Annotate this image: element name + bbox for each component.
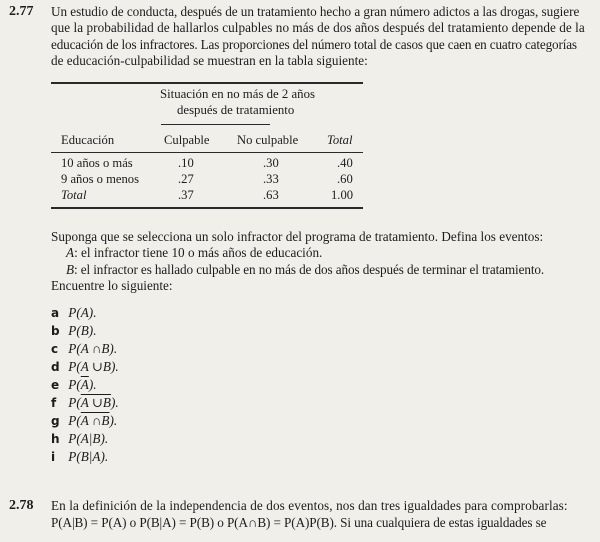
item-label: c: [51, 342, 59, 356]
item-expression-complement: A ∩B: [80, 413, 110, 428]
event-a-label: A: [66, 245, 75, 260]
event-a: [66, 245, 322, 261]
item-expression-post: ).: [110, 395, 119, 410]
table-header-rule: [51, 152, 363, 153]
event-b-text: : el infractor es hallado culpable en no más de dos años después de terminar el tratamiento.: [73, 262, 545, 277]
list-item: [51, 359, 119, 375]
list-item: [51, 377, 97, 393]
item-expression-pre: P(: [68, 413, 81, 428]
table-header-education: Educación: [61, 133, 115, 147]
item-expression: P(B).: [68, 323, 97, 338]
table-header-no-culpable: No culpable: [237, 133, 299, 147]
intro-line: de educación-culpabilidad se muestran en la tabla siguiente:: [51, 53, 368, 69]
item-expression: P(A).: [68, 305, 97, 320]
list-item: [51, 305, 97, 321]
item-label: f: [51, 396, 57, 410]
list-item: [51, 323, 97, 339]
list-item: [51, 341, 117, 357]
problem-number-2-77: 2.77: [9, 4, 34, 19]
table-cell-no-culpable: .63: [263, 188, 279, 202]
item-expression-post: ).: [88, 377, 97, 392]
list-item: [51, 449, 108, 465]
table-top-rule: [51, 82, 363, 84]
item-expression: P(A ∩B).: [68, 341, 118, 356]
item-expression-complement: $\overline{A}$: [80, 377, 89, 392]
item-expression-post: ).: [109, 413, 118, 428]
event-a-text: : el infractor tiene 10 o más años de educación.: [74, 245, 323, 260]
table-cell-culpable: .27: [178, 172, 194, 186]
list-item: [51, 395, 119, 411]
intro-line: Un estudio de conducta, después de un tratamiento hecho a gran número adictos a las drogas, sugiere: [51, 4, 580, 19]
table-cell-total: .40: [337, 156, 353, 170]
table-header-culpable: Culpable: [164, 133, 210, 147]
item-label: i: [51, 450, 56, 464]
table-cell-culpable: .10: [178, 156, 194, 170]
table-cell-no-culpable: .33: [263, 172, 279, 186]
problem-2-78-line1: En la definición de la independencia de dos eventos, nos dan tres igualdades para comprobarlas:: [51, 498, 568, 513]
event-b: [66, 262, 544, 278]
table-cell-education: Total: [61, 188, 87, 202]
item-expression: [68, 395, 118, 410]
item-label: d: [51, 360, 60, 374]
find-text: Encuentre lo siguiente:: [51, 278, 173, 293]
table-cell-no-culpable: .30: [263, 156, 279, 170]
table-header-total: Total: [327, 133, 353, 147]
item-label: a: [51, 306, 60, 320]
item-expression: P(B|A).: [68, 449, 109, 464]
table-cell-culpable: .37: [178, 188, 194, 202]
item-expression: [68, 413, 117, 428]
problem-number-2-78: 2.78: [9, 498, 34, 513]
item-label: h: [51, 432, 60, 446]
item-label: g: [51, 414, 60, 428]
item-label: b: [51, 324, 60, 338]
intro-line: que la probabilidad de hallarlos culpables no más de dos años después del tratamiento depende de la: [51, 20, 585, 36]
table-bottom-rule: [51, 207, 363, 209]
table-spanner-line1: Situación en no más de 2 años: [160, 87, 315, 101]
table-spanner-line2: después de tratamiento: [177, 103, 295, 117]
table-cell-total: 1.00: [331, 188, 354, 202]
item-expression-pre: P(: [68, 395, 81, 410]
item-expression: [68, 377, 96, 392]
event-b-label: B: [66, 262, 74, 277]
item-expression-pre: P(: [68, 377, 81, 392]
table-cell-total: .60: [337, 172, 353, 186]
intro-line: educación de los infractores. Las proporciones del número total de casos que caen en cuatro categorías: [51, 36, 577, 52]
selection-text: Suponga que se selecciona un solo infractor del programa de tratamiento. Defina los eventos:: [51, 229, 544, 244]
item-expression-complement: A ∪B: [80, 395, 111, 410]
item-label: e: [51, 378, 60, 392]
table-spanner-rule: [161, 124, 270, 125]
item-expression: P(A|B).: [68, 431, 109, 446]
list-item: [51, 413, 117, 429]
table-cell-education: 10 años o más: [61, 156, 133, 170]
item-expression: P(A ∪B).: [68, 359, 119, 374]
problem-2-78-line2: P(A|B) = P(A) o P(B|A) = P(B) o P(A∩B) = P(A)P(B). Si una cualquiera de estas igualdades se: [51, 515, 547, 530]
problem-2-77-intro: [51, 4, 591, 70]
table-cell-education: 9 años o menos: [61, 172, 140, 186]
list-item: [51, 431, 108, 447]
